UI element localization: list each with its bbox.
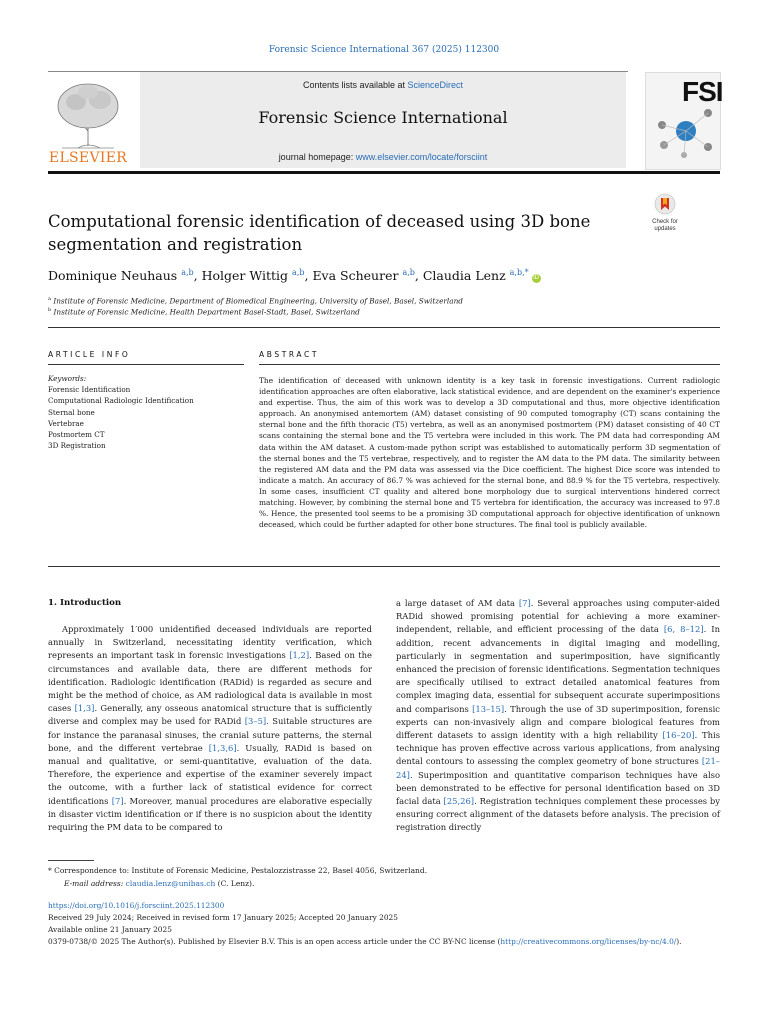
citation-link[interactable]: [25,26]	[443, 796, 475, 807]
body-text: . Superimposition and quantitative comparison techniques have also been demonstrated to be effective for personal identification based on 3D facial data	[396, 769, 720, 807]
keyword-item: Forensic Identification	[48, 385, 131, 395]
body-text: . This technique has proven effective across various applications, from analysing dental contours to assessing the complex geometry of bone structures	[396, 730, 720, 767]
body-text: . Registration techniques complement these processes by ensuring correct alignment of the datasets before analysis. The precision of registration directly	[396, 796, 721, 833]
email-footnote	[64, 879, 254, 888]
body-text: . Generally, any osseous anatomical structure that is sufficiently diverse and complex may be used for RADid	[48, 703, 372, 727]
author-affiliation-marker[interactable]: a,b	[402, 268, 415, 277]
author-name[interactable]: Holger Wittig	[201, 268, 289, 284]
affiliation-text: Institute of Forensic Medicine, Health Department Basel-Stadt, Basel, Switzerland	[53, 307, 360, 317]
footnote-rule	[48, 860, 94, 861]
citation-link[interactable]: [1,3,6]	[208, 742, 237, 753]
license-suffix: ).	[676, 937, 682, 946]
cover-title: FSI	[682, 76, 723, 107]
affiliation-b	[48, 307, 360, 316]
citation-link[interactable]: [16–20]	[662, 730, 695, 741]
citation-link[interactable]: [7]	[518, 598, 531, 608]
body-text: . Through the use of 3D superimposition, forensic experts can non-invasively align and compare biological features from different datasets to assign identity with a high reliability	[396, 703, 720, 741]
contents-line	[140, 80, 626, 90]
journal-title: Forensic Science International	[258, 108, 508, 127]
affiliation-marker: a	[48, 296, 51, 302]
license-statement	[48, 936, 720, 947]
email-label: E-mail address:	[64, 879, 126, 888]
article-title	[48, 210, 608, 256]
intro-left-column	[48, 623, 372, 834]
cover-art-icon	[650, 101, 716, 165]
intro-right-column	[396, 597, 720, 835]
abstract-bottom-rule	[48, 566, 720, 567]
abstract-heading: ABSTRACT	[259, 350, 320, 359]
body-text: . In addition, recent advancements in digital imaging and modelling, particularly in segmentation and superimposition, have significantly enhanced the precision of forensic identifications. Segmentation techniques are specifically utilised to extract detailed anatomical features from complex imaging data, essential for subsequent accurate superimpositions and comparisons	[396, 624, 720, 714]
body-text: . Moreover, manual procedures are elaborative especially in disaster victim identification or if there is no suspicion about the identity requiring the PM data to be compared to	[48, 795, 372, 833]
journal-citation[interactable]: Forensic Science International 367 (2025) 112300	[268, 45, 500, 55]
orcid-icon[interactable]: iD	[533, 275, 539, 282]
received-dates: Received 29 July 2024; Received in revised form 17 January 2025; Accepted 20 January 2025	[48, 913, 398, 922]
keyword-item: Sternal bone	[48, 407, 95, 417]
correspondence-footnote: * Correspondence to: Institute of Forensic Medicine, Pestalozzistrasse 22, Basel 4056, Switzerland.	[48, 866, 428, 875]
elsevier-wordmark: ELSEVIER	[48, 150, 128, 166]
keywords-block	[48, 373, 248, 451]
citation-link[interactable]: [3–5]	[244, 716, 267, 727]
online-date: Available online 21 January 2025	[48, 925, 172, 934]
header-bottom-rule	[48, 171, 720, 174]
citation-link[interactable]: [6, 8–12]	[663, 624, 704, 635]
affiliation-a	[48, 296, 463, 305]
homepage-prefix: journal homepage:	[278, 152, 356, 162]
article-info-rule	[48, 364, 244, 365]
section-divider	[48, 327, 720, 328]
author-affiliation-marker[interactable]: a,b,*	[509, 268, 529, 277]
author-name[interactable]: Claudia Lenz	[422, 268, 506, 284]
author-name[interactable]: Dominique Neuhaus	[48, 268, 178, 284]
check-for-updates-label: Check for updates	[652, 219, 678, 232]
homepage-line	[140, 152, 626, 162]
citation-link[interactable]: [21–24]	[396, 756, 720, 780]
license-link[interactable]: http://creativecommons.org/licenses/by-nc/4.0/	[500, 937, 677, 946]
abstract-text: The identification of deceased with unknown identity is a key task in forensic investigations. Current radiologic identification approaches are often elaborative, lack statistical evidence, and are dependent on the examiner's experience and expertise. Thus, the aim of this work was to develop a 3D computational and thus, more objective identification approach. An anonymised antemortem (AM) dataset consisting of 90 computed tomography (CT) scans containing the sternal bone and the fifth thoracic (T5) vertebra, as well as an anonymised postmortem (PM) dataset consisting of 40 CT scans containing the sternal bone and the T5 vertebra were included in this work. The PM data had corresponding AM data within the AM dataset. A custom-made python script was established to automatically perform 3D segmentation of the sternal bones and the T5 vertebrae, respectively, and to register the AM data to the PM data. The similarity between the registered AM data and the PM data was assessed via the Dice coefficient. The highest Dice score was intended to indicate a match. An accuracy of 86.7 % was achieved for the sternal bone, and 88.9 % for the T5 vertebra, respectively. In some cases, insufficient CT quality and altered bone morphology due to surgical interventions hindered correct matching. However, by combining the sternal bone and T5 vertebra for identification, the accuracy was increased to 97.8 %. Hence, the presented tool seems to be a promising 3D computational approach for objective identification of unknown deceased, which could be further adapted for other bone structures. The final tool is publicly available.	[259, 376, 720, 530]
body-text: . Usually, RADid is based on manual and qualitative, or semi-quantitative, evaluation of the data. Therefore, the experience and expertise of the examiner severely impact the outcome, with a further lack of statistical evidence for correct identifications	[48, 742, 373, 806]
keywords-label: Keywords:	[48, 374, 87, 383]
author-name[interactable]: Eva Scheurer	[312, 268, 399, 284]
homepage-link[interactable]: www.elsevier.com/locate/forsciint	[355, 152, 488, 162]
contents-prefix: Contents lists available at	[302, 80, 408, 90]
citation-link[interactable]: [1,3]	[74, 703, 95, 714]
body-text: Approximately 1′000 unidentified deceased individuals are reported annually in Switzerland, necessitating identity verification, which represents an important task in forensic investigations	[48, 624, 372, 661]
sciencedirect-link[interactable]: ScienceDirect	[407, 80, 464, 90]
affiliation-marker: b	[48, 307, 52, 313]
body-text: . Several approaches using computer-aided RADid showed promising potential for achieving a more examiner-independent, reliable, and efficient processing of the data	[396, 598, 720, 635]
keyword-item: 3D Registration	[48, 441, 106, 451]
citation-link[interactable]: [1,2]	[289, 650, 310, 661]
doi-link[interactable]	[48, 900, 720, 911]
article-info-heading: ARTICLE INFO	[48, 350, 131, 359]
keyword-item: Postmortem CT	[48, 430, 105, 440]
check-for-updates-button[interactable]	[644, 193, 686, 233]
author-affiliation-marker[interactable]: a,b	[181, 268, 194, 277]
citation-link[interactable]: [13–15]	[472, 703, 505, 714]
author-affiliation-marker[interactable]: a,b	[292, 268, 305, 277]
affiliation-text: Institute of Forensic Medicine, Department of Biomedical Engineering, University of Basel, Basel, Switzerland	[53, 296, 463, 306]
keyword-item: Computational Radiologic Identification	[48, 396, 194, 406]
doi-text[interactable]: https://doi.org/10.1016/j.forsciint.2025.112300	[48, 901, 225, 910]
keyword-item: Vertebrae	[48, 418, 84, 428]
email-link[interactable]: claudia.lenz@unibas.ch	[125, 879, 216, 888]
introduction-heading: 1. Introduction	[48, 598, 122, 608]
intro-left-paragraph	[48, 623, 372, 834]
article-title-line1: Computational forensic identification of deceased using 3D bone	[48, 212, 591, 231]
email-suffix: (C. Lenz).	[215, 879, 255, 888]
body-text: a large dataset of AM data	[396, 598, 519, 608]
intro-right-paragraph	[396, 597, 720, 835]
license-prefix: 0379-0738/© 2025 The Author(s). Published by Elsevier B.V. This is an open access article under the CC BY-NC license (	[48, 937, 501, 946]
author-list: Dominique Neuhaus $^{a,b}$, Holger Wittig $^{a,b}$, Eva Scheurer $^{a,b}$, Claudia Lenz $^{a,b,*}$iD	[48, 268, 539, 284]
abstract-rule	[259, 364, 720, 365]
article-title-line2: segmentation and registration	[48, 235, 303, 254]
bookmark-icon	[654, 193, 676, 215]
citation-link[interactable]: [7]	[111, 795, 124, 806]
body-text: . Suitable structures are for instance the paranasal sinuses, the cranial suture patterns, the sternal bone, and the different vertebrae	[48, 716, 372, 753]
body-text: . Based on the circumstances and available data, there are different methods for identification. Radiologic identification (RADid) is regarded as secure and might be the method of choice, as AM radiological data is available in most cases	[48, 650, 372, 714]
